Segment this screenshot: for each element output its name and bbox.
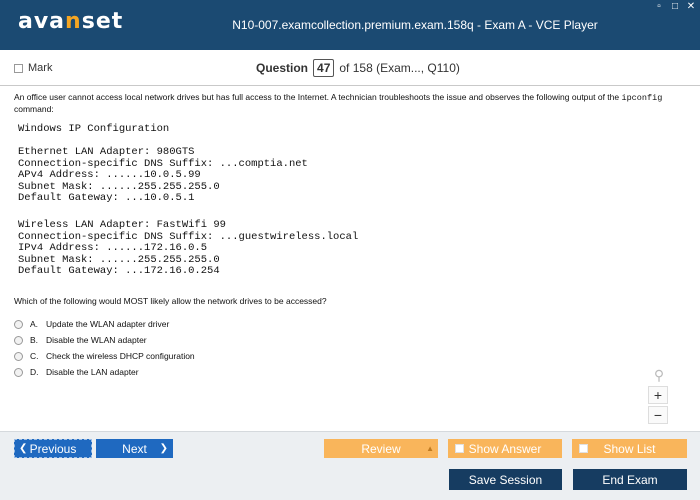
question-text: An office user cannot access local network drives but has full access to the Internet. A technician troubleshoots the issue and observes the following output of the ipconfig command:: [14, 92, 663, 114]
answer-options: [14, 316, 195, 380]
question-number-box[interactable]: 47: [313, 59, 334, 77]
checkbox-icon[interactable]: [14, 64, 23, 73]
avanset-logo: avanset: [18, 9, 124, 34]
question-info: [256, 59, 460, 77]
session-bar: [0, 464, 700, 500]
output-header: Windows IP Configuration: [18, 123, 170, 135]
end-exam-button[interactable]: End Exam: [573, 469, 687, 490]
output-wireless: Wireless LAN Adapter: FastWifi 99 Connection-specific DNS Suffix: ...guestwireless.local IPv4 Address: ......172.16.0.5 Subnet Mask: ......255.255.255.0 Default Gateway: ...172.16.0.254: [18, 219, 359, 277]
output-ethernet: Ethernet LAN Adapter: 980GTS Connection-specific DNS Suffix: ...comptia.net APv4 Address: ......10.0.5.99 Subnet Mask: ......255.255.255.0 Default Gateway: ...10.0.5.1: [18, 146, 308, 204]
question-bar: [0, 50, 700, 86]
close-icon[interactable]: ✕: [686, 1, 696, 12]
radio-icon[interactable]: [14, 320, 23, 329]
question-count: of 158 (Exam..., Q110): [339, 61, 460, 75]
question-area: [0, 87, 700, 431]
chevron-left-icon: ❮: [19, 443, 28, 454]
command-code: ipconfig: [621, 93, 663, 103]
question-label: Question: [256, 61, 309, 75]
title-bar: [0, 0, 700, 50]
window-title: N10-007.examcollection.premium.exam.158q - Exam A - VCE Player: [232, 18, 598, 32]
mark-checkbox[interactable]: [14, 62, 52, 74]
maximize-icon[interactable]: □: [671, 1, 679, 12]
save-session-button[interactable]: Save Session: [449, 469, 562, 490]
navigation-bar: [0, 431, 700, 464]
next-button[interactable]: Next ❯: [96, 439, 173, 458]
question-prompt: Which of the following would MOST likely allow the network drives to be accessed?: [14, 296, 327, 306]
radio-icon[interactable]: [14, 352, 23, 361]
review-button[interactable]: Review ▲: [324, 439, 438, 458]
mark-label: Mark: [28, 62, 53, 74]
zoom-controls: [648, 366, 670, 424]
triangle-up-icon: ▲: [426, 444, 434, 453]
zoom-in-button[interactable]: +: [648, 386, 668, 404]
previous-button[interactable]: ❮ Previous: [14, 439, 92, 458]
magnifier-icon: ⚲: [653, 367, 665, 383]
option-b[interactable]: B. Disable the WLAN adapter: [14, 332, 195, 348]
window-controls: [654, 2, 696, 12]
show-list-button[interactable]: Show List: [572, 439, 687, 458]
zoom-out-button[interactable]: −: [648, 406, 668, 424]
minimize-icon[interactable]: ▫: [657, 1, 661, 12]
chevron-right-icon: ❯: [159, 443, 168, 454]
show-answer-button[interactable]: Show Answer: [448, 439, 562, 458]
checkbox-icon[interactable]: [455, 444, 464, 453]
option-a[interactable]: A. Update the WLAN adapter driver: [14, 316, 195, 332]
checkbox-icon[interactable]: [579, 444, 588, 453]
option-c[interactable]: C. Check the wireless DHCP configuration: [14, 348, 195, 364]
radio-icon[interactable]: [14, 336, 23, 345]
option-d[interactable]: D. Disable the LAN adapter: [14, 364, 195, 380]
radio-icon[interactable]: [14, 368, 23, 377]
